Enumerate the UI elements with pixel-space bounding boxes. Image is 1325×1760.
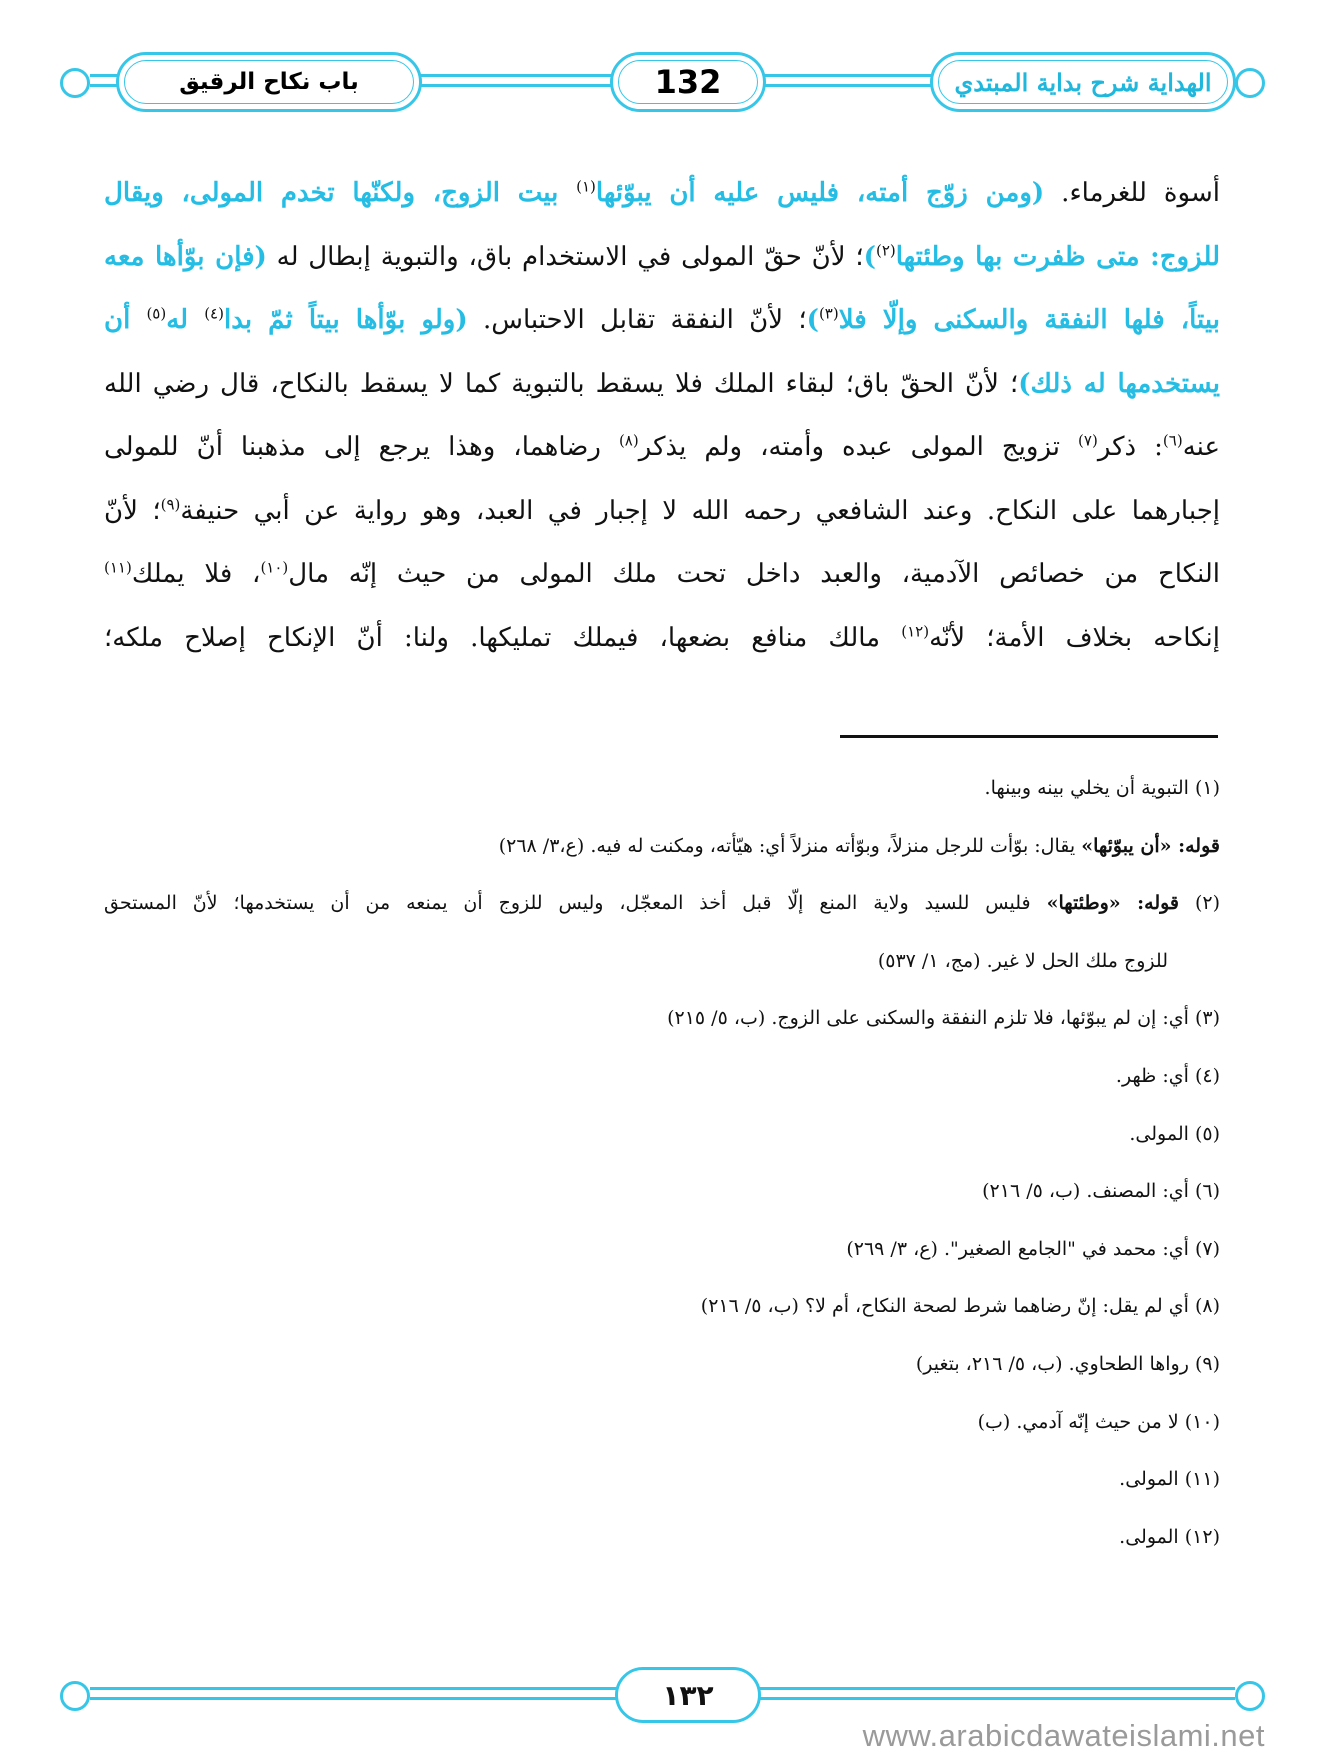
footnote-marker: (٩) <box>160 494 181 513</box>
footnote <box>104 933 1220 991</box>
footnote-text: المولى. <box>1119 1525 1179 1548</box>
matn-text: له <box>166 305 205 335</box>
footnote <box>104 875 1220 933</box>
commentary-text: إنكاحه بخلاف الأمة؛ لأنّه <box>929 622 1220 653</box>
footnote-text: المولى. <box>1129 1122 1189 1145</box>
commentary-text: إجبارهما على النكاح. وعند الشافعي رحمه الله لا إجبار في العبد، وهو رواية عن أبي حنيفة <box>180 495 1220 526</box>
matn-text: (ومن زوّج أمته، فليس عليه أن يبوّئها <box>595 178 1045 208</box>
header-page-number <box>610 52 766 112</box>
footnote <box>104 1048 1220 1106</box>
text-line <box>104 607 1220 671</box>
commentary-text: رضاهما، وهذا يرجع إلى مذهبنا أنّ للمولى <box>104 432 619 462</box>
footnote-text: أي: محمد في "الجامع الصغير". (ع، ٣/ ٢٦٩) <box>846 1237 1189 1260</box>
commentary-text: ؛ لأنّ <box>104 495 161 526</box>
book-title <box>930 52 1236 112</box>
footnote <box>104 1509 1220 1567</box>
footnote <box>104 1451 1220 1509</box>
text-line <box>104 480 1220 544</box>
footnote-heading: قوله: «أن يبوّئها» <box>1081 834 1220 857</box>
footnote <box>104 1394 1220 1452</box>
text-line <box>104 162 1220 226</box>
matn-text: ) <box>863 241 876 272</box>
matn-text: ) <box>806 305 819 335</box>
footnote-text: المولى. <box>1119 1468 1179 1491</box>
book-title-text: الهداية شرح بداية المبتدي <box>954 67 1212 97</box>
text-line <box>104 226 1220 290</box>
footnote <box>104 760 1220 818</box>
footnote-number: (٢) <box>1179 892 1220 915</box>
footnote-separator <box>840 735 1218 738</box>
footnote-number: (١١) <box>1178 1468 1220 1491</box>
footnote-text: رواها الطحاوي. (ب، ٥/ ٢١٦، بتغير) <box>915 1352 1189 1375</box>
footnote-text: لا من حيث إنّه آدمي. (ب) <box>977 1410 1179 1433</box>
page-footer <box>60 1665 1265 1725</box>
footnote-number: (١٢) <box>1178 1525 1220 1548</box>
commentary-text: ؛ لأنّ الحقّ باق؛ لبقاء الملك فلا يسقط بالتبوية كما لا يسقط بالنكاح، قال رضي الله <box>104 368 1019 399</box>
footnote-number: (٦) <box>1188 1180 1220 1203</box>
footnote-heading: قوله: «وطئتها» <box>1046 892 1180 915</box>
footnote-text: أي: إن لم يبوّئها، فلا تلزم النفقة والسكنى على الزوج. (ب، ٥/ ٢١٥) <box>667 1007 1189 1030</box>
footnote-text: أي: ظهر. <box>1115 1064 1189 1087</box>
footnote-marker: (٥) <box>146 304 167 323</box>
footnote <box>104 818 1220 876</box>
website-url: www.arabicdawateislami.net <box>862 1718 1265 1753</box>
footnote-text: فليس للسيد ولاية المنع إلّا قبل أخذ المعجّل، وليس للزوج أن يمنعه من أن يستخدمها؛ لأنّ المستحق <box>104 892 1047 915</box>
header-ornament-right <box>1235 68 1265 98</box>
chapter-title <box>116 52 422 112</box>
header-page-number-text: 132 <box>654 63 722 101</box>
footer-page-number: ١٣٢ <box>615 1667 761 1723</box>
text-line <box>104 416 1220 480</box>
footnote-text: التبوية أن يخلي بينه وبينها. <box>984 777 1189 799</box>
footnote-marker: (٦) <box>1162 431 1183 450</box>
footnote-marker: (١١) <box>104 558 132 577</box>
footnote-number: (٣) <box>1188 1007 1220 1030</box>
footnote-number: (١) <box>1188 777 1220 799</box>
footnote-marker: (١٠) <box>260 558 289 577</box>
commentary-text: ؛ لأنّ النفقة تقابل الاحتباس. <box>467 305 807 335</box>
footnote-marker: (٣) <box>818 304 839 323</box>
footnote-marker: (١٢) <box>901 621 930 640</box>
matn-text: يستخدمها له ذلك) <box>1018 368 1220 399</box>
footnote-number: (٨) <box>1188 1295 1220 1318</box>
matn-text: (ولو بوّأها بيتاً ثمّ بدا <box>223 305 468 335</box>
commentary-text: : ذكر <box>1097 432 1163 462</box>
footer-ornament-right <box>1235 1681 1265 1711</box>
footnote-marker: (٨) <box>618 431 639 450</box>
footnote <box>104 990 1220 1048</box>
main-text <box>104 162 1220 670</box>
commentary-text: عنه <box>1182 432 1220 462</box>
footnote-text: أي: المصنف. (ب، ٥/ ٢١٦) <box>982 1180 1189 1203</box>
commentary-text: تزويج المولى عبده وأمته، ولم يذكر <box>638 432 1079 462</box>
footnote <box>104 1163 1220 1221</box>
footnotes <box>104 760 1220 1566</box>
matn-text: (فإن بوّأها معه <box>104 241 267 272</box>
text-line <box>104 353 1220 417</box>
footnote <box>104 1106 1220 1164</box>
matn-text: بيتاً، فلها النفقة والسكنى وإلّا فلا <box>838 305 1220 335</box>
footnote-marker: (٢) <box>875 240 896 259</box>
footnote-marker: (٤) <box>204 304 224 323</box>
commentary-text: ؛ لأنّ حقّ المولى في الاستخدام باق، والتبوية إبطال له <box>266 241 864 272</box>
matn-text: بيت الزوج، ولكنّها تخدم المولى، ويقال <box>104 178 577 208</box>
footnote-number: (٧) <box>1188 1237 1220 1260</box>
text-line <box>104 289 1220 353</box>
text-line <box>104 543 1220 607</box>
footnote-number: (٤) <box>1188 1064 1220 1087</box>
footnote-marker: (١) <box>576 177 596 196</box>
footnote-text: أي لم يقل: إنّ رضاهما شرط لصحة النكاح، أم لا؟ (ب، ٥/ ٢١٦) <box>700 1295 1189 1318</box>
footnote-number: (٥) <box>1188 1122 1220 1145</box>
footnote-text: يقال: بوّأت للرجل منزلاً، وبوّأته منزلاً أي: هيّأته، ومكنت له فيه. (ع،٣/ ٢٦٨) <box>498 834 1082 857</box>
footnote <box>104 1221 1220 1279</box>
footnote <box>104 1278 1220 1336</box>
footnote-number: (١٠) <box>1178 1410 1220 1433</box>
commentary-text: أسوة للغرماء. <box>1044 178 1220 208</box>
footnote-text: للزوج ملك الحل لا غير. (مج، ١/ ٥٣٧) <box>877 949 1168 972</box>
page-header <box>60 44 1265 116</box>
commentary-text: ، فلا يملك <box>131 559 261 589</box>
footnote <box>104 1336 1220 1394</box>
commentary-text: النكاح من خصائص الآدمية، والعبد داخل تحت ملك المولى من حيث إنّه مال <box>288 559 1220 589</box>
header-ornament-left <box>60 68 90 98</box>
footnote-marker: (٧) <box>1078 431 1098 450</box>
commentary-text: مالك منافع بضعها، فيملك تمليكها. ولنا: أنّ الإنكاح إصلاح ملكه؛ <box>104 622 902 653</box>
matn-text: للزوج: متى ظفرت بها وطئتها <box>895 241 1220 272</box>
chapter-title-text: باب نكاح الرقيق <box>179 69 359 95</box>
footer-ornament-left <box>60 1681 90 1711</box>
footnote-number: (٩) <box>1188 1352 1220 1375</box>
matn-text: أن <box>104 305 147 335</box>
